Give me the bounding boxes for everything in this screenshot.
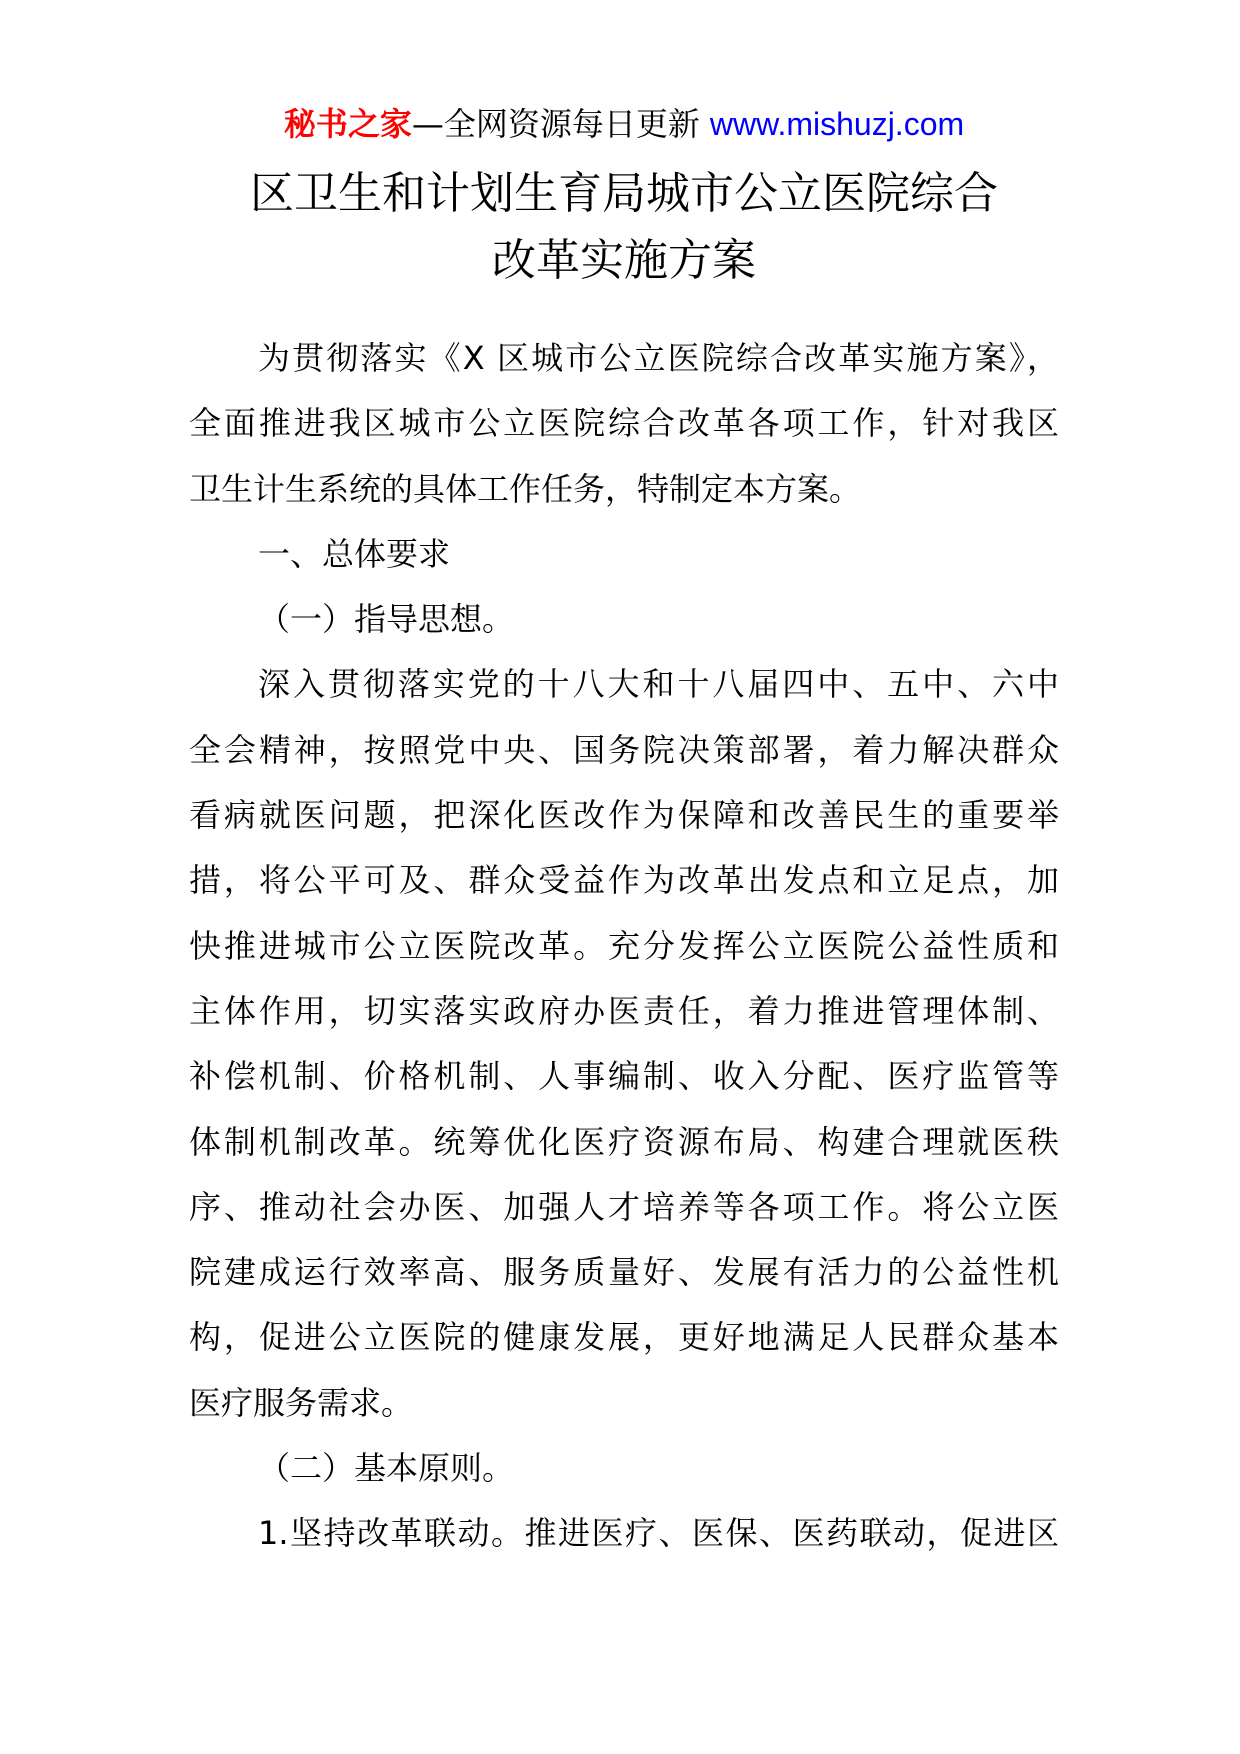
paragraph-line: 医疗服务需求。 — [189, 1383, 414, 1422]
intro-line: 全面推进我区城市公立医院综合改革各项工作，针对我区 — [189, 404, 1059, 443]
title-line: 改革实施方案 — [492, 235, 756, 286]
paragraph-line: 快推进城市公立医院改革。充分发挥公立医院公益性质和 — [189, 926, 1059, 965]
subsection-heading: （一）指导思想。 — [258, 600, 515, 639]
title-line: 区卫生和计划生育局城市公立医院综合 — [250, 168, 998, 219]
intro-line: 为贯彻落实《X 区城市公立医院综合改革实施方案》， — [258, 339, 1059, 377]
site-header — [189, 104, 1059, 144]
paragraph-line: 构，促进公立医院的健康发展，更好地满足人民群众基本 — [189, 1318, 1059, 1357]
paragraph-line: 全会精神，按照党中央、国务院决策部署，着力解决群众 — [189, 730, 1059, 769]
intro-line: 卫生计生系统的具体工作任务，特制定本方案。 — [189, 469, 862, 508]
document-title — [189, 160, 1059, 294]
site-url: www.mishuzj.com — [709, 106, 965, 142]
paragraph-line: 院建成运行效率高、服务质量好、发展有活力的公益性机 — [189, 1253, 1059, 1292]
paragraph-line: 补偿机制、价格机制、人事编制、收入分配、医疗监管等 — [189, 1057, 1059, 1096]
header-tagline: —全网资源每日更新 — [411, 105, 700, 143]
paragraph-line: 1.坚持改革联动。推进医疗、医保、医药联动，促进区 — [258, 1514, 1059, 1553]
paragraph-line: 深入贯彻落实党的十八大和十八届四中、五中、六中 — [258, 665, 1059, 704]
paragraph-line: 主体作用，切实落实政府办医责任，着力推进管理体制、 — [189, 991, 1059, 1030]
paragraph-line: 序、推动社会办医、加强人才培养等各项工作。将公立医 — [189, 1187, 1059, 1226]
brand-name: 秘书之家 — [283, 105, 412, 143]
document-body — [189, 326, 1059, 1567]
section-heading: 一、总体要求 — [258, 534, 451, 573]
subsection-heading: （二）基本原则。 — [258, 1449, 515, 1488]
paragraph-line: 体制机制改革。统筹优化医疗资源布局、构建合理就医秩 — [189, 1122, 1059, 1161]
paragraph-line: 措，将公平可及、群众受益作为改革出发点和立足点，加 — [189, 861, 1059, 900]
paragraph-line: 看病就医问题，把深化医改作为保障和改善民生的重要举 — [189, 796, 1059, 835]
